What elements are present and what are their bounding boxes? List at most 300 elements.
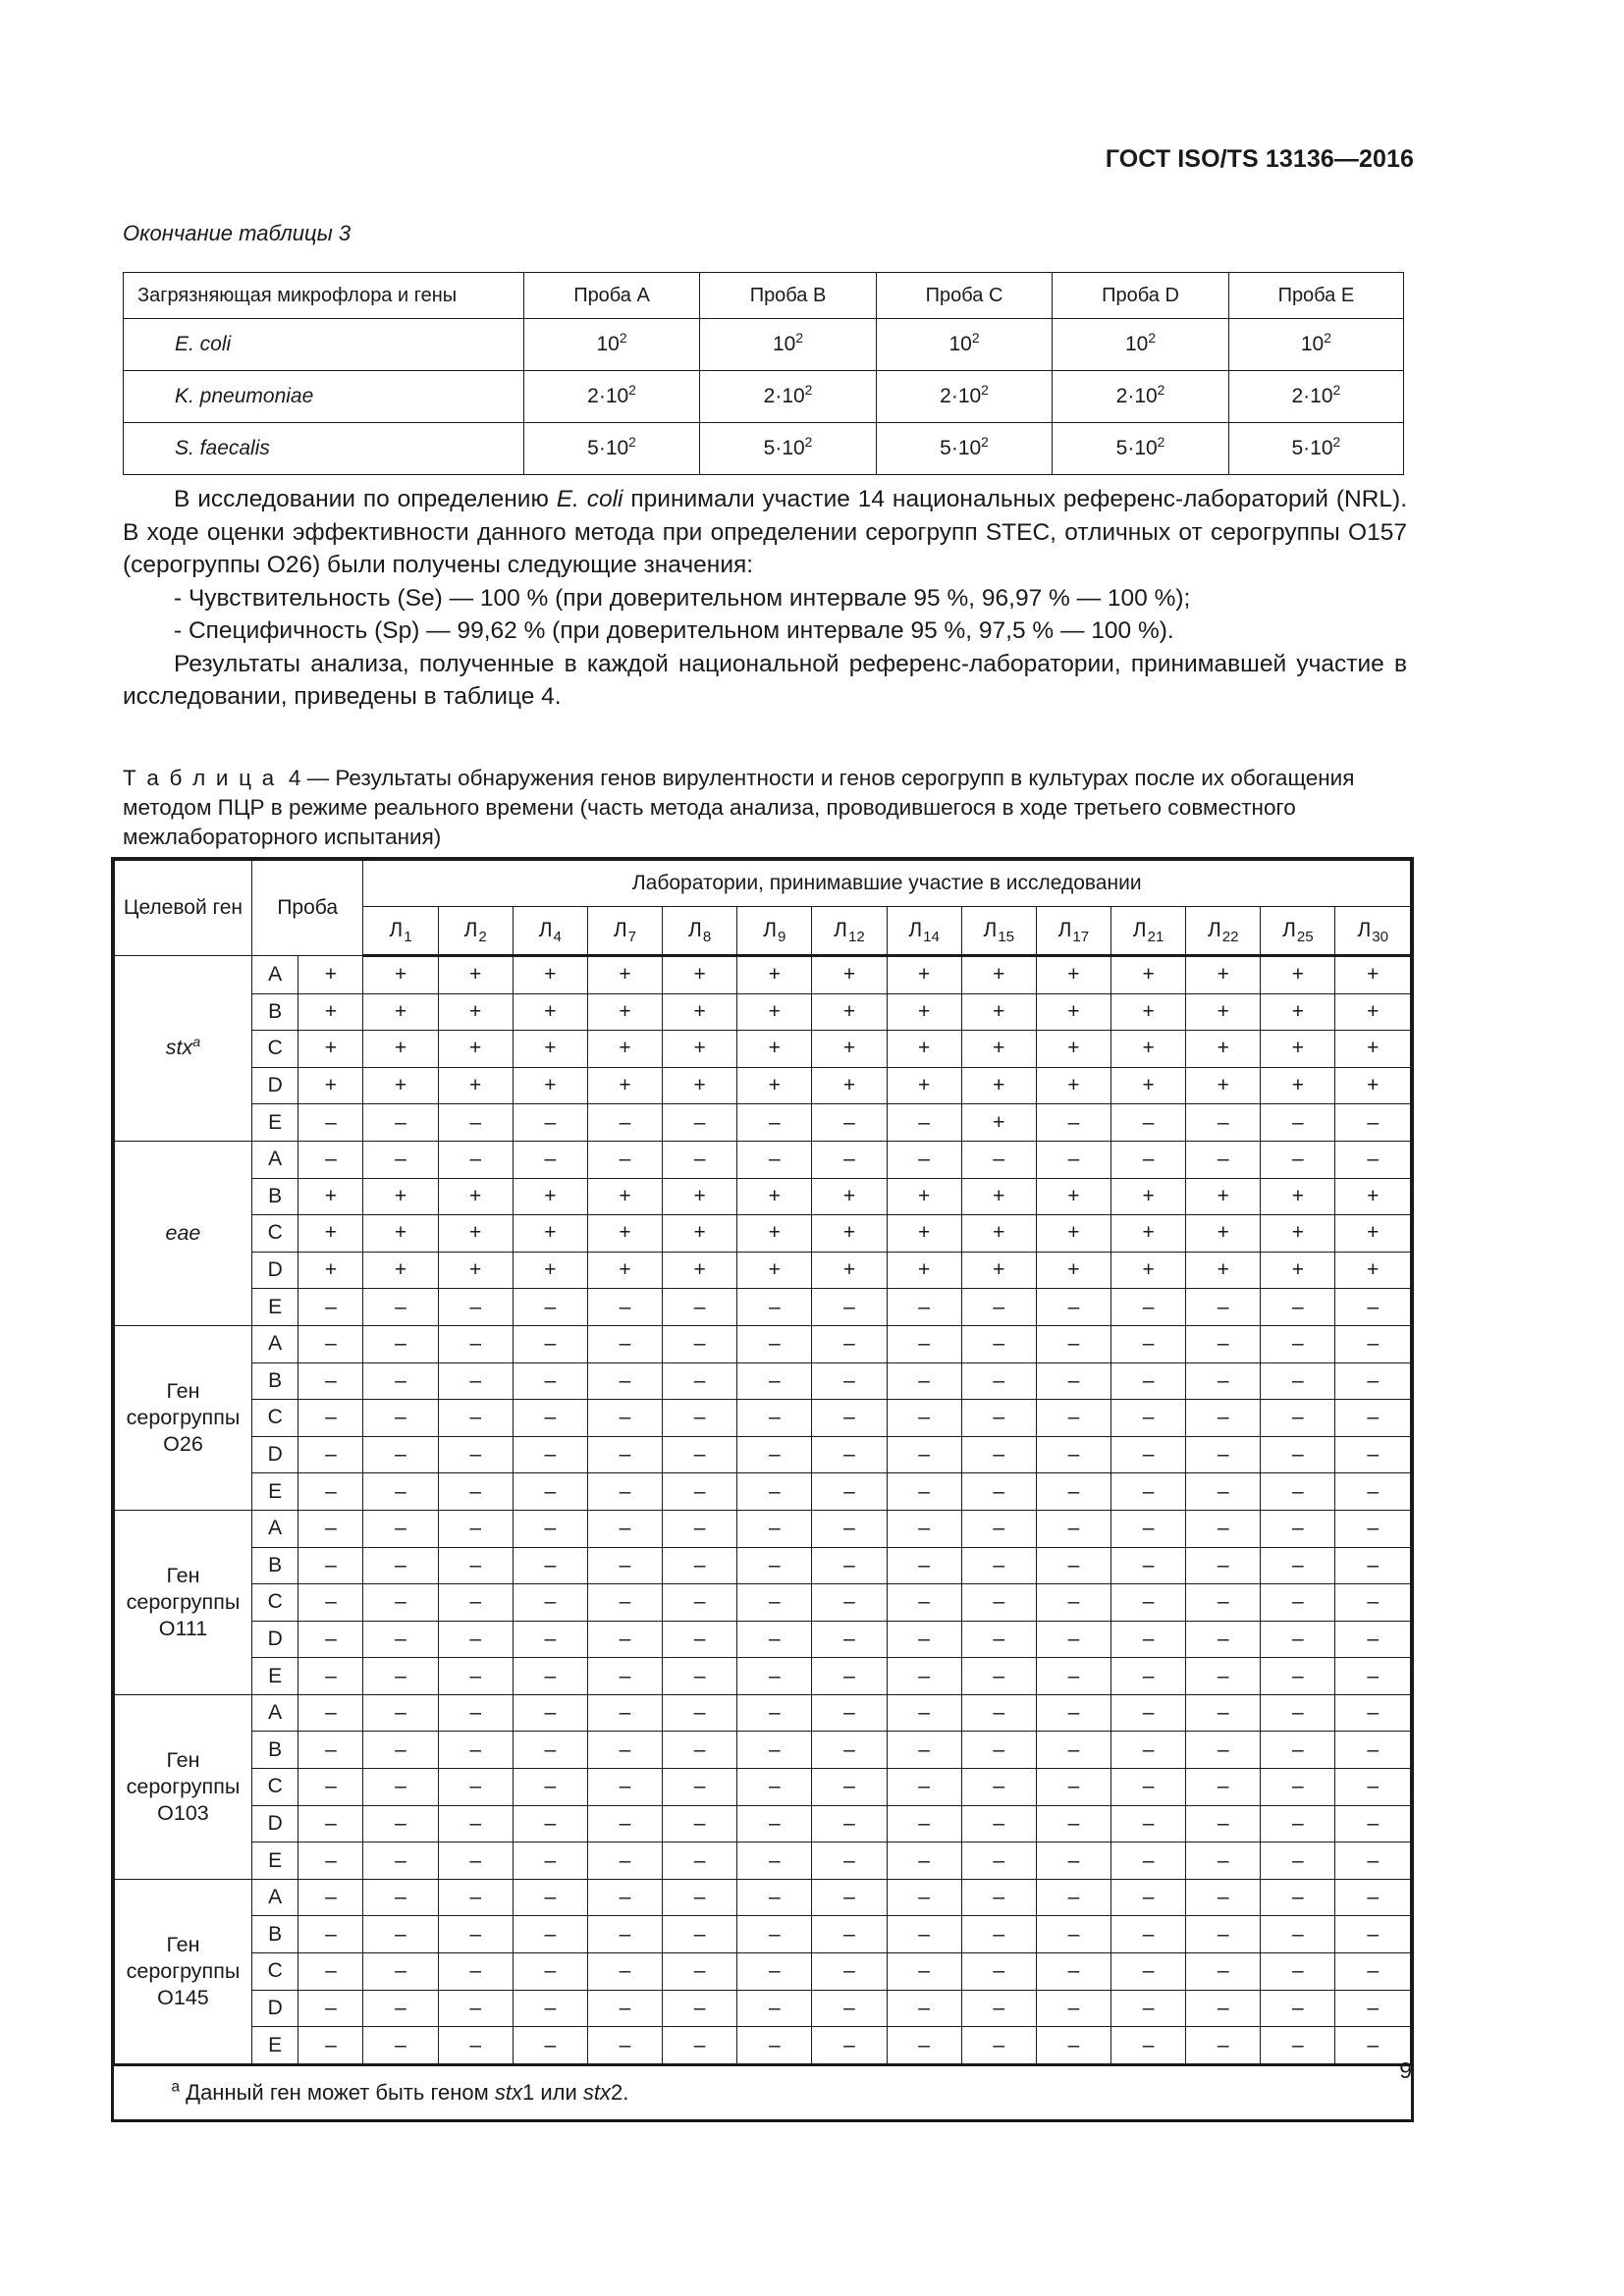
table4-result-cell: – [812, 1732, 887, 1769]
table4-result-cell: – [438, 1473, 513, 1511]
table4-result-cell: + [1036, 1215, 1110, 1253]
table4-result-cell: + [1111, 1178, 1186, 1215]
table4-result-cell: + [1261, 956, 1335, 994]
table3-row [124, 371, 1404, 423]
table4-result-cell: – [1186, 1510, 1261, 1547]
table4-result-cell: – [363, 1990, 438, 2027]
table4-row [115, 1067, 1411, 1104]
paragraph-intro-part-a: В исследовании по определению [174, 486, 557, 512]
table4-result-cell: – [737, 1621, 812, 1658]
table4-row [115, 956, 1411, 994]
table4-result-cell: – [587, 1547, 662, 1584]
table4-result-cell: – [513, 1104, 587, 1142]
gene-label-line: O26 [163, 1431, 203, 1456]
table4-result-cell: – [1186, 1104, 1261, 1142]
table4-result-cell: – [363, 1436, 438, 1473]
table4-sample-letter: D [251, 1067, 298, 1104]
table4-result-cell: + [1261, 1031, 1335, 1068]
table4-result-cell: – [1261, 1805, 1335, 1842]
table4-header-lab-30 [1335, 907, 1411, 956]
table4-result-cell: – [1111, 2027, 1186, 2065]
table4-result-cell: – [1261, 1141, 1335, 1178]
table4-header-lab-1 [363, 907, 438, 956]
table4-result-cell: – [663, 1732, 737, 1769]
lab-index: 17 [1072, 929, 1090, 946]
table4-result-cell: – [587, 1436, 662, 1473]
table4-result-cell: – [1111, 1584, 1186, 1622]
table4-result-cell: + [961, 1067, 1036, 1104]
table4-result-cell: – [737, 1732, 812, 1769]
table4-result-cell: – [663, 1141, 737, 1178]
table4-gene-label [115, 1325, 252, 1510]
footnote-text-b: 1 или [521, 2079, 583, 2105]
table4-row [115, 993, 1411, 1031]
table4-result-cell: – [887, 1362, 961, 1400]
table4-result-cell: + [663, 1215, 737, 1253]
table4-row [115, 1584, 1411, 1622]
table4-sample-summary-result: + [298, 1252, 363, 1289]
table4-result-cell: – [887, 1325, 961, 1362]
lab-prefix: Л [1357, 919, 1372, 941]
table4-sample-summary-result: + [298, 1215, 363, 1253]
table4-sample-letter: B [251, 1732, 298, 1769]
table4-result-cell: – [1261, 1473, 1335, 1511]
table4-result-cell: + [887, 1067, 961, 1104]
table4-result-cell: + [363, 956, 438, 994]
footnote-marker: a [171, 2078, 181, 2096]
table4-result-cell: – [1111, 1104, 1186, 1142]
table4-result-cell: – [1186, 1769, 1261, 1806]
table4-result-cell: + [737, 1178, 812, 1215]
table4-result-cell: – [887, 1289, 961, 1326]
table4-result-cell: – [587, 1953, 662, 1991]
table4-result-cell: + [1036, 1252, 1110, 1289]
table4-result-cell: – [812, 1990, 887, 2027]
table4-result-cell: – [1186, 1732, 1261, 1769]
table4-result-cell: + [438, 956, 513, 994]
table4-result-cell: – [887, 1436, 961, 1473]
table4-result-cell: – [663, 1584, 737, 1622]
table3-header-row [124, 273, 1404, 319]
table3-organism-name: K. pneumoniae [124, 371, 524, 423]
table4-sample-letter: D [251, 1436, 298, 1473]
table4-result-cell: – [737, 2027, 812, 2065]
table3-value-cell: $10^2$ [1228, 319, 1403, 371]
table4-sample-letter: C [251, 1400, 298, 1437]
table4-result-cell: + [587, 1031, 662, 1068]
table4-result-cell: – [513, 1916, 587, 1953]
table4-result-cell: + [1186, 956, 1261, 994]
gene-footnote-marker: a [192, 1035, 201, 1051]
table4-result-cell: – [1186, 1916, 1261, 1953]
table4-result-cell: – [513, 1658, 587, 1695]
table4-sample-letter: D [251, 1805, 298, 1842]
table4-result-cell: – [887, 1769, 961, 1806]
table3-value-cell: $10^2$ [876, 319, 1053, 371]
table4-result-cell: + [961, 1215, 1036, 1253]
table4-result-cell: + [737, 1031, 812, 1068]
table4-result-cell: – [1036, 1658, 1110, 1695]
table4-result-cell: + [513, 1252, 587, 1289]
table4-result-cell: – [1111, 1694, 1186, 1732]
table4-row [115, 1732, 1411, 1769]
lab-index: 14 [923, 929, 940, 946]
table4-result-cell: – [887, 1879, 961, 1916]
table4-result-cell: – [1111, 1325, 1186, 1362]
table4-sample-summary-result: – [298, 1510, 363, 1547]
footnote-text-c: 2. [610, 2079, 629, 2105]
table4-result-cell: – [1335, 1621, 1411, 1658]
table4-result-cell: – [1261, 1547, 1335, 1584]
table4-result-cell: – [363, 1473, 438, 1511]
table4-result-cell: + [812, 1178, 887, 1215]
table4-result-cell: – [663, 1325, 737, 1362]
table4-result-cell: + [513, 1067, 587, 1104]
table4-result-cell: – [961, 2027, 1036, 2065]
table4-sample-letter: C [251, 1215, 298, 1253]
table4-result-cell: – [961, 1510, 1036, 1547]
table4-result-cell: – [587, 1769, 662, 1806]
table4-header-lab-8 [663, 907, 737, 956]
table4-sample-letter: A [251, 956, 298, 994]
table4-sample-letter: E [251, 1658, 298, 1695]
lab-prefix: Л [1057, 919, 1072, 941]
table4-result-cell: – [1335, 1842, 1411, 1880]
table4-result-cell: – [961, 1289, 1036, 1326]
table4-result-cell: – [1186, 1842, 1261, 1880]
lab-prefix: Л [763, 919, 777, 941]
table4-result-cell: – [363, 1289, 438, 1326]
table4-sample-summary-result: + [298, 1067, 363, 1104]
table4-result-cell: – [513, 1400, 587, 1437]
table4-sample-summary-result: – [298, 1141, 363, 1178]
table4-result-cell: – [961, 1400, 1036, 1437]
table4-result-cell: + [1335, 1215, 1411, 1253]
table4-result-cell: + [1111, 993, 1186, 1031]
table4-result-cell: – [1186, 1990, 1261, 2027]
table4-result-cell: – [1036, 1510, 1110, 1547]
table4-result-cell: – [812, 1842, 887, 1880]
table4-result-cell: – [1261, 1584, 1335, 1622]
table4-result-cell: – [513, 1436, 587, 1473]
table4-result-cell: – [961, 1916, 1036, 1953]
table4-result-cell: – [513, 1694, 587, 1732]
table4-result-cell: – [663, 1769, 737, 1806]
table4-result-cell: – [438, 1547, 513, 1584]
table4-header-lab-12 [812, 907, 887, 956]
table4-result-cell: – [513, 1732, 587, 1769]
table4-result-cell: – [887, 1842, 961, 1880]
table4-result-cell: – [1261, 1953, 1335, 1991]
table4-result-cell: + [961, 1031, 1036, 1068]
table4-result-cell: – [438, 1141, 513, 1178]
table4-result-cell: – [513, 1842, 587, 1880]
table4-sample-letter: A [251, 1510, 298, 1547]
table4-result-cell: – [1036, 1916, 1110, 1953]
table4-result-cell: + [1036, 1067, 1110, 1104]
table4-result-cell: – [1036, 1473, 1110, 1511]
table4-result-cell: – [438, 1658, 513, 1695]
gene-label-line: Ген [166, 1563, 200, 1587]
table4-row [115, 1694, 1411, 1732]
table4-gene-label [115, 956, 252, 1142]
table4-result-cell: – [587, 1842, 662, 1880]
table4-result-cell: – [363, 1916, 438, 1953]
table4-result-cell: – [587, 1141, 662, 1178]
table4-result-cell: – [1335, 1400, 1411, 1437]
table4-gene-detection-results [114, 860, 1411, 2119]
table4-result-cell: + [438, 1031, 513, 1068]
table4-result-cell: – [438, 1325, 513, 1362]
table4-result-cell: – [1186, 1547, 1261, 1584]
table4-result-cell: – [1036, 1104, 1110, 1142]
table4-result-cell: – [737, 1104, 812, 1142]
table4-result-cell: + [1186, 1031, 1261, 1068]
table4-result-cell: – [812, 1916, 887, 1953]
table4-result-cell: – [1111, 1362, 1186, 1400]
table4-header-sample: Проба [251, 861, 363, 956]
table4-header-lab-7 [587, 907, 662, 956]
table4-result-cell: – [1186, 1584, 1261, 1622]
table4-result-cell: – [587, 1473, 662, 1511]
table4-result-cell: – [1111, 1510, 1186, 1547]
lab-index: 21 [1147, 929, 1164, 946]
table4-result-cell: + [1036, 993, 1110, 1031]
table4-result-cell: – [812, 1104, 887, 1142]
table4-result-cell: – [663, 1694, 737, 1732]
table4-result-cell: – [961, 1732, 1036, 1769]
table4-result-cell: – [587, 1362, 662, 1400]
table4-result-cell: – [587, 1732, 662, 1769]
table3-col-header-5: Проба E [1228, 273, 1403, 319]
table3-value-cell: $2\cdot 10^2$ [700, 371, 877, 423]
table4-row [115, 1510, 1411, 1547]
table4-result-cell: – [961, 1325, 1036, 1362]
lab-index: 2 [478, 929, 487, 946]
table4-sample-summary-result: – [298, 1362, 363, 1400]
table4-result-cell: – [1111, 1953, 1186, 1991]
table4-result-cell: – [587, 1916, 662, 1953]
table4-sample-summary-result: – [298, 1879, 363, 1916]
table4-result-cell: – [1335, 1879, 1411, 1916]
table4-result-cell: – [513, 1141, 587, 1178]
table4-result-cell: + [363, 1067, 438, 1104]
table4-header-lab-22 [1186, 907, 1261, 956]
table4-result-cell: – [961, 1547, 1036, 1584]
table4-result-cell: + [513, 1031, 587, 1068]
table4-result-cell: – [663, 1842, 737, 1880]
table4-result-cell: – [887, 1916, 961, 1953]
paragraph-intro-species: E. coli [556, 486, 623, 512]
table4-result-cell: – [1335, 1104, 1411, 1142]
table4-result-cell: + [587, 1252, 662, 1289]
table3-row [124, 423, 1404, 475]
table4-result-cell: – [1261, 2027, 1335, 2065]
table4-result-cell: – [438, 1289, 513, 1326]
table4-sample-letter: B [251, 993, 298, 1031]
table4-result-cell: – [1111, 1141, 1186, 1178]
table4-result-cell: – [1036, 1732, 1110, 1769]
table4-result-cell: – [1335, 1732, 1411, 1769]
table4-result-cell: – [663, 1916, 737, 1953]
table4-result-cell: – [812, 1289, 887, 1326]
table4-result-cell: + [887, 1252, 961, 1289]
table4-sample-summary-result: – [298, 1584, 363, 1622]
table4-sample-summary-result: – [298, 1289, 363, 1326]
table4-result-cell: – [1186, 1953, 1261, 1991]
lab-index: 8 [702, 929, 712, 946]
table4-result-cell: – [737, 1141, 812, 1178]
table4-sample-letter: B [251, 1178, 298, 1215]
table4-result-cell: + [1111, 956, 1186, 994]
table4-result-cell: – [363, 1141, 438, 1178]
gene-label-line: stx [165, 1036, 193, 1060]
table4-result-cell: – [1261, 1990, 1335, 2027]
table4-result-cell: + [737, 1252, 812, 1289]
table3-organism-name: S. faecalis [124, 423, 524, 475]
table4-result-cell: – [587, 1584, 662, 1622]
table4-result-cell: + [438, 1067, 513, 1104]
table4-result-cell: – [737, 1510, 812, 1547]
table4-result-cell: – [1335, 1694, 1411, 1732]
table4-row [115, 1842, 1411, 1880]
table4-result-cell: – [363, 1362, 438, 1400]
table4-result-cell: – [1111, 1879, 1186, 1916]
table4-result-cell: – [737, 1953, 812, 1991]
table4-result-cell: – [438, 1769, 513, 1806]
table4-result-cell: – [1335, 1658, 1411, 1695]
table4-result-cell: – [513, 1990, 587, 2027]
table4-result-cell: + [438, 993, 513, 1031]
table4-result-cell: – [1036, 1694, 1110, 1732]
table4-result-cell: – [1111, 1769, 1186, 1806]
table4-result-cell: – [363, 1879, 438, 1916]
table4-result-cell: – [1111, 1842, 1186, 1880]
table4-result-cell: + [663, 956, 737, 994]
table4-result-cell: + [1036, 956, 1110, 994]
table4-result-cell: + [737, 956, 812, 994]
table4-result-cell: – [438, 1621, 513, 1658]
table4-result-cell: – [887, 1510, 961, 1547]
gene-label-line: eae [165, 1220, 201, 1245]
table4-result-cell: – [438, 1732, 513, 1769]
table4-result-cell: – [363, 1805, 438, 1842]
table4-sample-summary-result: + [298, 993, 363, 1031]
table4-footnote-row [115, 2064, 1411, 2119]
table4-result-cell: – [663, 1473, 737, 1511]
table4-sample-letter: E [251, 2027, 298, 2065]
table4-header-lab-25 [1261, 907, 1335, 956]
table4-result-cell: – [513, 1621, 587, 1658]
table4-row [115, 1621, 1411, 1658]
table4-result-cell: – [363, 1400, 438, 1437]
table4-row [115, 1990, 1411, 2027]
table4-result-cell: – [513, 1879, 587, 1916]
table4-result-cell: + [1335, 1031, 1411, 1068]
table4-row [115, 1473, 1411, 1511]
gene-label-line: серогруппы [126, 1589, 241, 1614]
table3-value-cell: $2\cdot 10^2$ [876, 371, 1053, 423]
table4-sample-letter: B [251, 1547, 298, 1584]
table4-result-cell: – [663, 1805, 737, 1842]
table4-result-cell: – [887, 1732, 961, 1769]
table4-result-cell: – [887, 1694, 961, 1732]
table4-wrapper [111, 857, 1414, 2122]
lab-index: 7 [627, 929, 637, 946]
table4-result-cell: – [1261, 1769, 1335, 1806]
lab-index: 9 [777, 929, 786, 946]
table4-result-cell: – [1335, 1473, 1411, 1511]
table4-result-cell: – [513, 2027, 587, 2065]
table4-result-cell: + [812, 1031, 887, 1068]
table4-result-cell: + [513, 1215, 587, 1253]
table4-result-cell: – [1335, 1584, 1411, 1622]
table4-result-cell: – [1036, 1769, 1110, 1806]
table4-sample-letter: E [251, 1842, 298, 1880]
table4-result-cell: – [737, 1879, 812, 1916]
table4-result-cell: + [438, 1178, 513, 1215]
table4-result-cell: + [587, 993, 662, 1031]
table4-result-cell: – [1036, 1953, 1110, 1991]
table4-header-target-gene: Целевой ген [115, 861, 252, 956]
table4-row [115, 1879, 1411, 1916]
table4-result-cell: – [961, 1694, 1036, 1732]
lab-prefix: Л [613, 919, 627, 941]
table4-result-cell: – [961, 1842, 1036, 1880]
table4-result-cell: + [961, 1178, 1036, 1215]
table4-result-cell: – [961, 1436, 1036, 1473]
table4-result-cell: – [1186, 1289, 1261, 1326]
table4-result-cell: – [663, 1879, 737, 1916]
table4-result-cell: + [663, 1252, 737, 1289]
table4-result-cell: + [513, 993, 587, 1031]
table4-result-cell: – [1186, 1325, 1261, 1362]
table4-result-cell: – [1036, 1289, 1110, 1326]
table4-result-cell: + [663, 1178, 737, 1215]
table4-result-cell: – [1036, 1990, 1110, 2027]
table4-result-cell: + [1261, 1067, 1335, 1104]
gene-label-line: серогруппы [126, 1958, 241, 1983]
table4-result-cell: + [812, 1252, 887, 1289]
table4-result-cell: + [737, 1067, 812, 1104]
table4-result-cell: – [737, 1584, 812, 1622]
table4-result-cell: – [812, 1473, 887, 1511]
table4-result-cell: – [1186, 2027, 1261, 2065]
table4-result-cell: – [1036, 1879, 1110, 1916]
table4-result-cell: – [1335, 1916, 1411, 1953]
table4-result-cell: – [1335, 1289, 1411, 1326]
table4-sample-summary-result: – [298, 1325, 363, 1362]
table3-value-cell: $5\cdot 10^2$ [700, 423, 877, 475]
table4-result-cell: + [438, 1252, 513, 1289]
table4-result-cell: – [663, 1400, 737, 1437]
table3-caption: Окончание таблицы 3 [123, 221, 352, 245]
table4-sample-letter: C [251, 1584, 298, 1622]
table4-header-row-top [115, 861, 1411, 907]
table4-result-cell: – [1036, 1547, 1110, 1584]
table3-value-cell: $5\cdot 10^2$ [1053, 423, 1229, 475]
table4-result-cell: + [812, 956, 887, 994]
table4-sample-summary-result: – [298, 1473, 363, 1511]
table4-header-lab-4 [513, 907, 587, 956]
table4-result-cell: – [1036, 1842, 1110, 1880]
table4-result-cell: – [438, 1694, 513, 1732]
table4-result-cell: – [363, 1621, 438, 1658]
gene-label-line: O103 [157, 1800, 209, 1825]
table4-row [115, 2027, 1411, 2065]
table4-result-cell: – [887, 2027, 961, 2065]
table4-result-cell: + [1261, 1215, 1335, 1253]
